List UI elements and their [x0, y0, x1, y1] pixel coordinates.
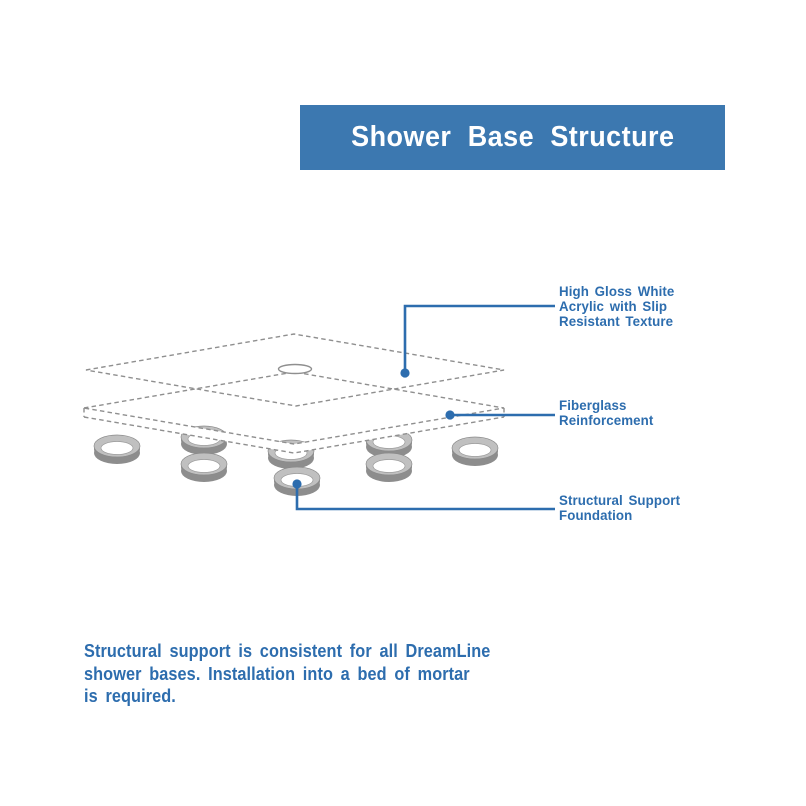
- label-line: Reinforcement: [559, 412, 654, 428]
- slab-side-band: [84, 408, 504, 453]
- ring-hole: [188, 460, 220, 473]
- footnote: [84, 640, 490, 708]
- page-title: Shower Base Structure: [350, 121, 675, 153]
- label-line: Foundation: [559, 507, 633, 523]
- callout-label-foundation: [559, 493, 680, 523]
- callout-line-acrylic: [405, 306, 555, 373]
- label-line: Acrylic with Slip: [559, 298, 668, 314]
- callout-label-acrylic: [559, 284, 674, 329]
- slab-top-face: [84, 372, 504, 444]
- label-line: Resistant Texture: [559, 313, 674, 329]
- callout-dot-acrylic: [400, 368, 409, 377]
- acrylic-layer: [86, 334, 504, 406]
- footnote-line: is required.: [84, 685, 176, 706]
- drain-ellipse: [279, 365, 312, 374]
- ring-hole: [459, 444, 491, 457]
- support-ring: [452, 437, 498, 466]
- label-line: Fiberglass: [559, 397, 627, 413]
- callout-lines: [292, 306, 555, 509]
- ring-hole: [373, 460, 405, 473]
- callout-line-foundation: [297, 484, 555, 509]
- support-ring: [181, 453, 227, 482]
- support-ring: [94, 435, 140, 464]
- support-ring: [366, 453, 412, 482]
- label-line: High Gloss White: [559, 283, 675, 299]
- callout-dot-fiberglass: [445, 410, 454, 419]
- footnote-line: Structural support is consistent for all DreamLine: [84, 640, 491, 661]
- ring-hole: [101, 442, 133, 455]
- callout-dot-foundation: [292, 479, 301, 488]
- footnote-line: shower bases. Installation into a bed of mortar: [84, 662, 470, 684]
- label-line: Structural Support: [559, 492, 681, 508]
- callout-label-fiberglass: [559, 398, 653, 428]
